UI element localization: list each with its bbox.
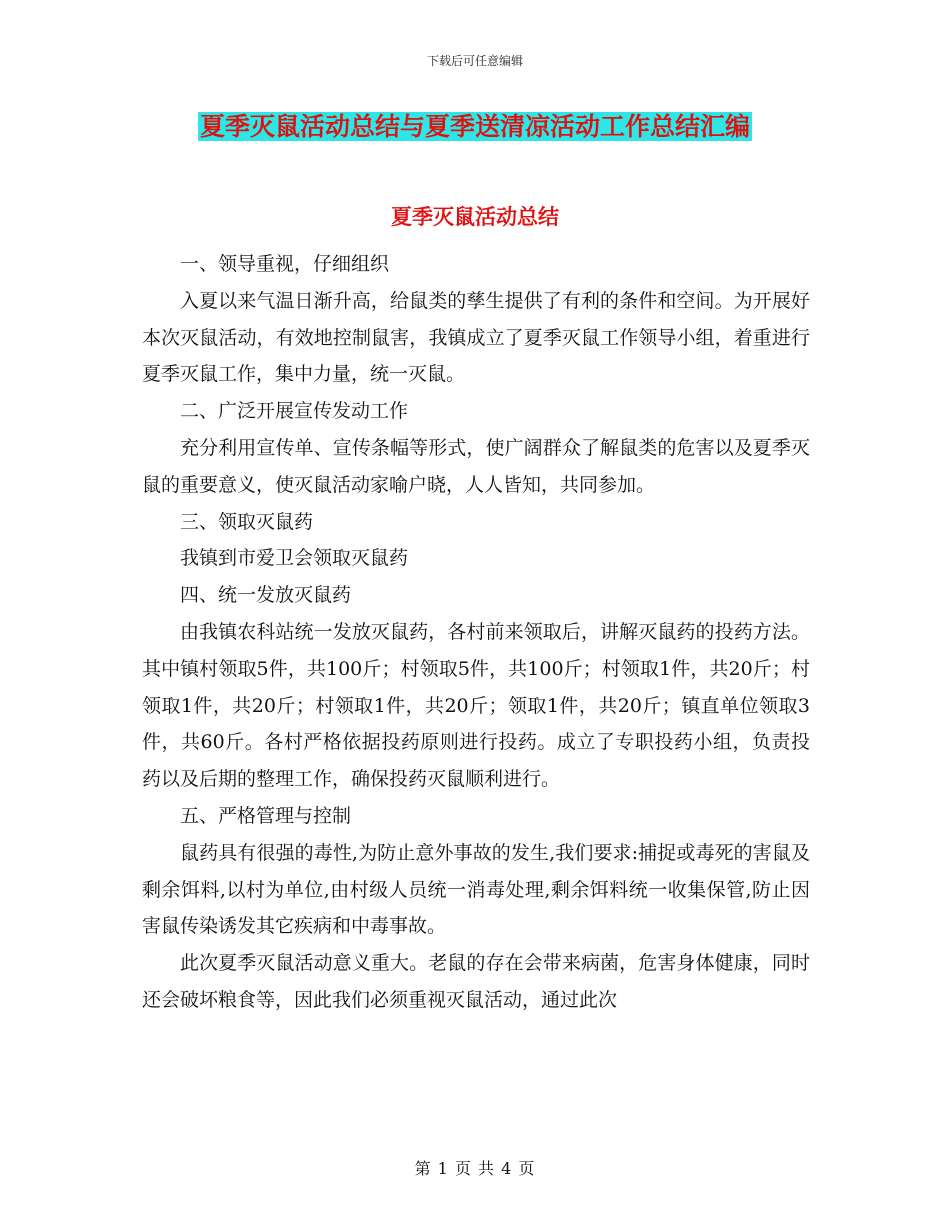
document-body: [142, 246, 810, 1019]
header-note: 下载后可任意编辑: [426, 54, 523, 68]
paragraph-1: 入夏以来气温日渐升高，给鼠类的孳生提供了有利的条件和空间。为开展好本次灭鼠活动，有效地控制鼠害，我镇成立了夏季灭鼠工作领导小组，着重进行夏季灭鼠工作，集中力量，统一灭鼠。: [142, 289, 810, 386]
paragraph-6: 此次夏季灭鼠活动意义重大。老鼠的存在会带来病菌，危害身体健康，同时还会破坏粮食等，因此我们必须重视灭鼠活动，通过此次: [142, 952, 810, 1011]
heading-2: 二、广泛开展宣传发动工作: [180, 400, 409, 423]
paragraph-4: 由我镇农科站统一发放灭鼠药，各村前来领取后，讲解灭鼠药的投药方法。其中镇村领取5件，共100斤；村领取5件，共100斤；村领取1件，共20斤；村领取1件，共20斤；村领取1件，共20斤；领取1件，共20斤；镇直单位领取3件，共60斤。各村严格依据投药原则进行投药。成立了专职投药小组，负责投药以及后期的整理工作，确保投药灭鼠顺利进行。: [142, 620, 810, 791]
heading-1: 一、领导重视，仔细组织: [180, 253, 390, 275]
heading-3: 三、领取灭鼠药: [180, 510, 314, 533]
paragraph-5: 鼠药具有很强的毒性,为防止意外事故的发生,我们要求:捕捉或毒死的害鼠及剩余饵料,以村为单位,由村级人员统一消毒处理,剩余饵料统一收集保管,防止因害鼠传染诱发其它疾病和中毒事故。: [142, 841, 810, 938]
paragraph-2: 充分利用宣传单、宣传条幅等形式，使广阔群众了解鼠类的危害以及夏季灭鼠的重要意义，使灭鼠活动家喻户晓，人人皆知，共同参加。: [142, 436, 810, 496]
section-title: 夏季灭鼠活动总结: [391, 205, 559, 229]
page-footer: 第 1 页 共 4 页: [414, 1159, 536, 1178]
heading-4: 四、统一发放灭鼠药: [180, 584, 352, 607]
paragraph-3: 我镇到市爱卫会领取灭鼠药: [180, 547, 409, 570]
document-title: [0, 110, 950, 144]
heading-5: 五、严格管理与控制: [180, 804, 352, 827]
document-title-text: 夏季灭鼠活动总结与夏季送清凉活动工作总结汇编: [199, 112, 750, 141]
